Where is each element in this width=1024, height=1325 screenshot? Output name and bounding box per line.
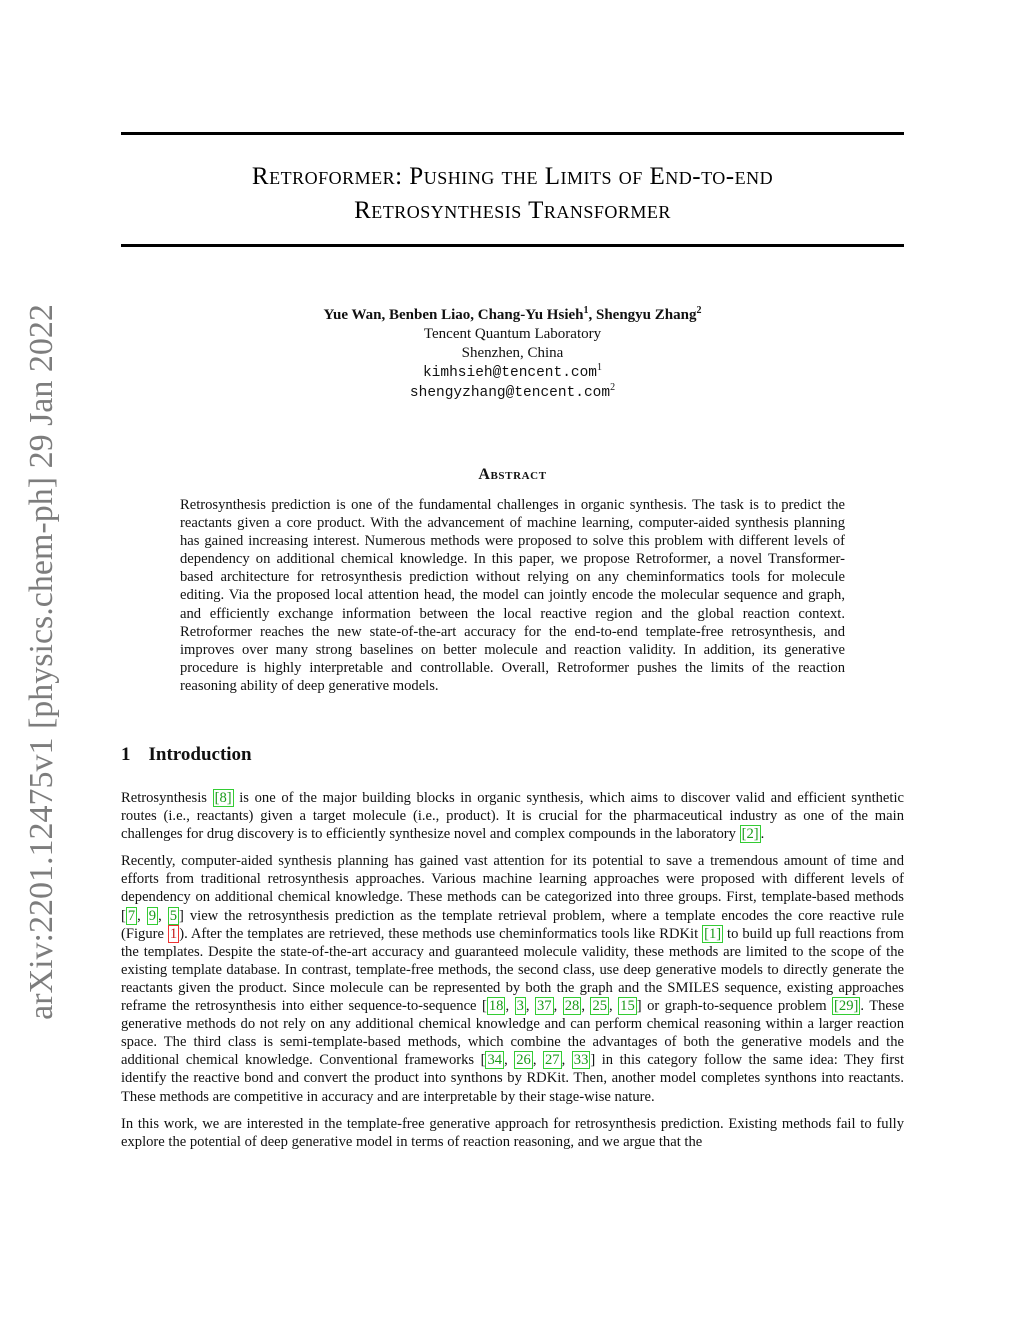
title-line-2: Retrosynthesis Transformer	[354, 197, 671, 224]
section-heading: 1 Introduction	[121, 744, 252, 765]
citation-link[interactable]: 25	[592, 998, 608, 1015]
citation-link[interactable]: 9	[148, 907, 157, 924]
arxiv-sidebar	[14, 0, 70, 1325]
citation-link[interactable]: 37	[537, 998, 552, 1015]
title-rule-top	[121, 132, 904, 135]
paragraph-2: Recently, computer-aided synthesis planning has gained vast attention for its potential to save a tremendous amount of time and efforts from traditional retrosynthesis approaches. Various machine learning approaches were proposed with different levels of dependency on additional chemical knowledge. These methods can be categorized into three groups. First, template-based methods [ 7 , 9 , 5 ] view the retrosynthesis prediction as the template retrieval problem, where a template encodes the core reactive rule (Figure 1 ). After the templates are retrieved, these methods use cheminformatics tools like RDKit [1] to build up full reactions from the templates. Despite the state-of-the-art accuracy and guaranteed molecule validity, these methods are limited to the scope of the existing template database. In contrast, template-free methods, the second class, use deep generative models to directly generate the reactants given the product. Since molecule can be represented by both the graph and the SMILES sequence, existing approaches reframe the retrosynthesis into either sequence-to-sequence [ 18 , 3 , 37 , 28 , 25 , 15 ] or graph-to-sequence problem [29] . These generative methods do not rely on any additional chemical knowledge and can perform chemical reasoning within a larger reaction space. The third class is semi-template-based methods, which combine the advantages of both the generative models and the additional chemical knowledge. Conventional frameworks [ 34 , 26 , 27 , 33 ] in this category follow the same idea: They first identify the reactive bond and convert the product into synthons by RDKit. Then, another model completes synthons into reactants. These methods are competitive in accuracy and are interpretable by their stage-wise nature.	[121, 853, 905, 1105]
citation-link[interactable]: 28	[564, 998, 580, 1015]
citation-link[interactable]: [2]	[741, 826, 759, 843]
paper-title	[121, 160, 904, 228]
citation-link[interactable]: [29]	[834, 998, 859, 1015]
citation-link[interactable]: [8]	[214, 790, 232, 806]
author-names: Yue Wan, Benben Liao, Chang-Yu Hsieh$^1$, Shengyu Zhang$^2$	[323, 305, 702, 323]
paragraph-3: In this work, we are interested in the template-free generative approach for retrosynthesis prediction. Existing methods fail to fully explore the potential of deep generative model in terms of reaction reasoning, and we argue that the	[121, 1115, 904, 1150]
citation-link[interactable]: 27	[545, 1052, 560, 1069]
affiliation: Tencent Quantum Laboratory	[423, 326, 602, 342]
citation-link[interactable]: [1]	[704, 925, 722, 942]
introduction-body	[121, 789, 904, 1160]
abstract-text: Retrosynthesis prediction is one of the fundamental challenges in organic synthesis. The task is to predict the reactants given a core product. With the advancement of machine learning, computer-aided synthesis planning has gained increasing interest. Numerous methods were proposed to solve this problem with different levels of dependency on additional chemical knowledge. In this paper, we propose Retroformer, a novel Transformer-based architecture for retrosynthesis prediction without relying on any cheminformatics tools for molecule editing. Via the proposed local attention head, the model can jointly encode the molecular sequence and graph, and efficiently exchange information between the local reactive region and the global reaction context. Retroformer reaches the new state-of-the-art accuracy for the end-to-end template-free retrosynthesis, and improves over many strong baselines on better molecule and reaction validity. In addition, its generative procedure is highly interpretable and controllable. Overall, Retroformer pushes the limits of the reaction reasoning ability of deep generative models.	[180, 497, 845, 694]
location: Shenzhen, China	[461, 345, 564, 361]
title-line-1: Retroformer: Pushing the Limits of End-to-end	[251, 163, 774, 190]
arxiv-identifier: arXiv:2201.12475v1 [physics.chem-ph] 29 Jan 2022	[23, 304, 60, 1020]
email-1: kimhsieh@tencent.com$^1$	[422, 362, 603, 381]
citation-link[interactable]: 34	[487, 1052, 503, 1069]
paragraph-1: Retrosynthesis [8] is one of the major building blocks in organic synthesis, which aims to discover valid and efficient synthetic routes (i.e., reactants) given a target molecule (i.e., product). It is crucial for the pharmaceutical industry as one of the main challenges for drug discovery is to efficiently synthesize novel and complex compounds in the laboratory [2] .	[121, 790, 904, 843]
citation-link[interactable]: 3	[516, 998, 524, 1015]
author-block	[121, 306, 904, 403]
title-rule-bottom	[121, 244, 904, 247]
citation-link[interactable]: 18	[488, 998, 504, 1015]
email-2: shengyzhang@tencent.com$^2$	[409, 382, 616, 401]
citation-link[interactable]: 7	[127, 907, 136, 924]
citation-link[interactable]: 33	[573, 1052, 589, 1069]
figure-link[interactable]: 1	[169, 925, 178, 942]
citation-link[interactable]: 15	[620, 998, 635, 1015]
citation-link[interactable]: 5	[169, 907, 178, 924]
abstract-heading: Abstract	[478, 466, 547, 483]
citation-link[interactable]: 26	[516, 1052, 531, 1069]
